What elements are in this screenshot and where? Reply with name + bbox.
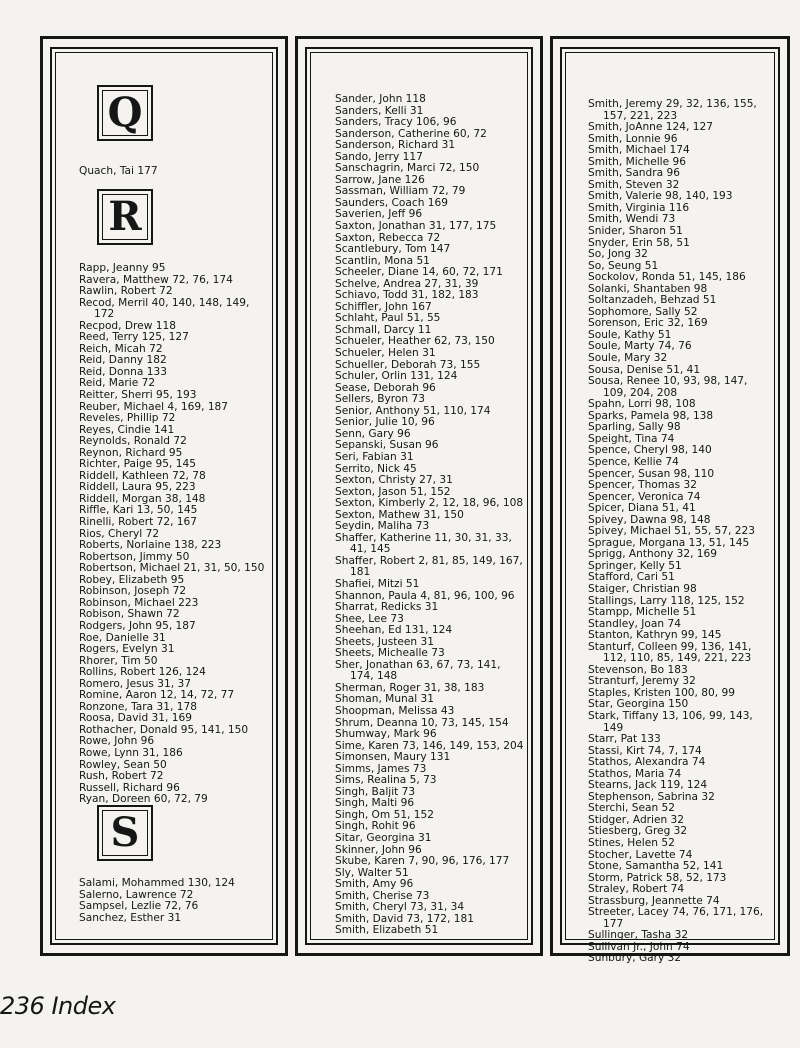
index-entry: Stevenson, Bo 183	[588, 663, 688, 676]
index-entry: Stanturf, Colleen 99, 136, 141, 112, 110, 85, 149, 221, 223	[588, 640, 752, 665]
index-entry: Stathos, Alexandra 74	[588, 756, 706, 769]
index-entry: Rawlin, Robert 72	[79, 285, 173, 298]
index-entry: Stassi, Kirt 74, 7, 174	[588, 744, 702, 757]
index-entry: Singh, Om 51, 152	[335, 808, 435, 821]
index-entry: Skube, Karen 7, 90, 96, 176, 177	[335, 855, 510, 868]
index-entry: Riddell, Morgan 38, 148	[79, 492, 206, 505]
index-entry: Singh, Baljit 73	[335, 785, 416, 798]
index-entry: Shaffer, Katherine 11, 30, 31, 33, 41, 145	[335, 531, 512, 556]
index-entry: Riddell, Kathleen 72, 78	[79, 469, 206, 482]
index-entry: Singh, Rohit 96	[335, 820, 416, 833]
index-entry: Schmall, Darcy 11	[335, 323, 432, 336]
index-entry: Spence, Cheryl 98, 140	[588, 444, 712, 457]
index-entry: Roosa, David 31, 169	[79, 712, 192, 725]
index-entry: Schueller, Deborah 73, 155	[335, 358, 481, 371]
index-entry: Rowley, Sean 50	[79, 758, 167, 771]
index-entry: Schlaht, Paul 51, 55	[335, 312, 441, 325]
index-entry: Spence, Kellie 74	[588, 455, 679, 468]
index-entry: Soule, Kathy 51	[588, 328, 672, 341]
index-entry: Staples, Kristen 100, 80, 99	[588, 686, 735, 699]
index-column-2	[295, 36, 543, 956]
index-entry: Ryan, Doreen 60, 72, 79	[79, 793, 208, 806]
index-entry: Smith, Cheryl 73, 31, 34	[335, 901, 465, 914]
index-entry: Robertson, Jimmy 50	[79, 550, 190, 563]
index-entry: Sousa, Renee 10, 93, 98, 147, 109, 204, 208	[588, 375, 748, 399]
index-entry: Rothacher, Donald 95, 141, 150	[79, 723, 249, 736]
index-entry: Schuler, Orlin 131, 124	[335, 370, 458, 383]
index-entry: Spahn, Lorri 98, 108	[588, 398, 696, 411]
index-entry: Romine, Aaron 12, 14, 72, 77	[79, 689, 235, 702]
index-entry: Scheeler, Diane 14, 60, 72, 171	[335, 266, 503, 279]
index-entry: Sockolov, Ronda 51, 145, 186	[588, 271, 746, 284]
index-entry: Smith, Michelle 96	[588, 155, 686, 168]
index-entry: Sander, John 118	[335, 93, 426, 105]
letter-s-heading: S	[97, 805, 153, 861]
index-entry: Scantlebury, Tom 147	[335, 243, 451, 256]
letter-r-heading: R	[97, 189, 153, 245]
index-entry: Streeter, Lacey 74, 76, 171, 176, 177	[588, 906, 764, 930]
index-entry: Sly, Walter 51	[335, 866, 409, 879]
index-entry: Scantlin, Mona 51	[335, 254, 430, 267]
index-entry: Reed, Terry 125, 127	[79, 331, 189, 344]
index-entry: Stampp, Michelle 51	[588, 606, 697, 619]
index-entry: Rinelli, Robert 72, 167	[79, 516, 198, 529]
index-entry: Sease, Deborah 96	[335, 381, 436, 394]
index-entry: Richter, Paige 95, 145	[79, 458, 196, 471]
index-entry: Snyder, Erin 58, 51	[588, 236, 690, 249]
index-entry: Smith, Cherise 73	[335, 889, 430, 902]
index-entry: Stiesberg, Greg 32	[588, 825, 688, 838]
index-entry: Reynon, Richard 95	[79, 446, 183, 459]
index-entry: Schueler, Helen 31	[335, 347, 436, 360]
index-entry: Saunders, Coach 169	[335, 196, 448, 209]
index-entry: Stathos, Maria 74	[588, 767, 682, 780]
index-entry: Riffle, Kari 13, 50, 145	[79, 504, 198, 517]
index-entry: Shannon, Paula 4, 81, 96, 100, 96	[335, 589, 515, 602]
footer-title: Index	[51, 992, 116, 1020]
index-entry: Saxton, Rebecca 72	[335, 231, 441, 244]
index-entry: Smith, Steven 32	[588, 178, 680, 191]
index-entry: Schelve, Andrea 27, 31, 39	[335, 277, 479, 290]
index-entry: Spivey, Dawna 98, 148	[588, 513, 711, 526]
index-entry: Robinson, Michael 223	[79, 596, 199, 609]
col3-entries	[588, 98, 771, 965]
index-entry: Singh, Malti 96	[335, 797, 415, 810]
index-entry: Serrito, Nick 45	[335, 462, 417, 475]
index-entry: Star, Georgina 150	[588, 698, 689, 711]
index-entry: Sher, Jonathan 63, 67, 73, 141, 174, 148	[335, 658, 501, 683]
index-entry: Sparling, Sally 98	[588, 421, 681, 434]
index-entry: Smith, Jeremy 29, 32, 136, 155, 157, 221, 223	[588, 98, 757, 122]
index-entry: Sando, Jerry 117	[335, 150, 423, 163]
page-number: 236	[0, 992, 45, 1020]
index-entry: Roberts, Norlaine 138, 223	[79, 539, 222, 552]
index-entry: Straley, Robert 74	[588, 883, 685, 896]
index-entry: Speight, Tina 74	[588, 432, 675, 445]
index-entry: Robertson, Michael 21, 31, 50, 150	[79, 562, 265, 575]
index-entry: Schiffler, John 167	[335, 300, 432, 313]
index-entry: Reynolds, Ronald 72	[79, 435, 187, 448]
index-entry: Stidger, Adrien 32	[588, 813, 685, 826]
index-entry: Springer, Kelly 51	[588, 559, 682, 572]
index-entry: Sexton, Kimberly 2, 12, 18, 96, 108	[335, 497, 524, 510]
index-entry: Stranturf, Jeremy 32	[588, 675, 696, 688]
index-entry: Soule, Mary 32	[588, 352, 668, 365]
index-entry: Simms, James 73	[335, 762, 427, 775]
index-entry: Senn, Gary 96	[335, 427, 411, 440]
index-entry: Sorenson, Eric 32, 169	[588, 317, 708, 330]
index-entry: Ronzone, Tara 31, 178	[79, 700, 197, 713]
index-entry: Smith, David 73, 172, 181	[335, 912, 474, 925]
index-entry: Sheehan, Ed 131, 124	[335, 624, 453, 637]
index-entry: Spicer, Diana 51, 41	[588, 502, 696, 515]
index-entry: Salami, Mohammed 130, 124	[79, 877, 235, 889]
index-entry: Soule, Marty 74, 76	[588, 340, 692, 353]
index-entry: Smith, JoAnne 124, 127	[588, 121, 713, 134]
index-entry: Sanders, Tracy 106, 96	[335, 116, 457, 129]
index-entry: Stearns, Jack 119, 124	[588, 779, 708, 792]
index-entry: So, Seung 51	[588, 259, 659, 272]
index-entry: Starr, Pat 133	[588, 733, 661, 746]
index-entry: Standley, Joan 74	[588, 617, 681, 630]
index-entry: Romero, Jesus 31, 37	[79, 677, 191, 690]
index-entry: Ravera, Matthew 72, 76, 174	[79, 273, 233, 286]
index-entry: Rhorer, Tim 50	[79, 654, 158, 667]
index-entry: Sheets, Justeen 31	[335, 635, 434, 648]
index-entry: Solanki, Shantaben 98	[588, 282, 708, 295]
index-entry: Sharrat, Redicks 31	[335, 601, 439, 614]
index-entry: Robinson, Joseph 72	[79, 585, 187, 598]
index-entry: Smith, Wendi 73	[588, 213, 676, 226]
index-entry: So, Jong 32	[588, 248, 648, 261]
index-entry: Sheets, Michealle 73	[335, 647, 445, 660]
index-entry: Reid, Donna 133	[79, 365, 167, 378]
index-entry: Senior, Anthony 51, 110, 174	[335, 404, 491, 417]
index-entry: Rodgers, John 95, 187	[79, 619, 196, 632]
index-entry: Simonsen, Maury 131	[335, 751, 451, 764]
letter-q-heading: Q	[97, 85, 153, 141]
index-entry: Sophomore, Sally 52	[588, 305, 698, 318]
index-entry: Smith, Virginia 116	[588, 201, 690, 214]
q-section	[79, 166, 269, 178]
index-entry: Sterchi, Sean 52	[588, 802, 676, 815]
index-entry: Stines, Helen 52	[588, 837, 675, 849]
index-entry: Schueler, Heather 62, 73, 150	[335, 335, 495, 348]
index-entry: Sanders, Kelli 31	[335, 104, 424, 117]
index-entry: Rush, Robert 72	[79, 770, 164, 783]
index-entry: Shoman, Munal 31	[335, 693, 435, 706]
index-entry: Rollins, Robert 126, 124	[79, 666, 206, 679]
index-entry: Sarrow, Jane 126	[335, 173, 425, 186]
index-entry: Sanschagrin, Marci 72, 150	[335, 162, 480, 175]
index-entry: Sexton, Jason 51, 152	[335, 485, 451, 498]
index-entry: Shee, Lee 73	[335, 612, 404, 625]
index-entry: Sullinger, Tasha 32	[588, 929, 689, 942]
index-entry: Rowe, John 96	[79, 735, 155, 748]
index-entry: Sprague, Morgana 13, 51, 145	[588, 536, 750, 549]
index-entry: Reyes, Cindie 141	[79, 423, 175, 436]
index-entry: Sassman, William 72, 79	[335, 185, 466, 198]
index-entry: Recod, Merril 40, 140, 148, 149, 172	[79, 296, 250, 321]
index-entry: Robey, Elizabeth 95	[79, 573, 185, 586]
index-entry: Reich, Micah 72	[79, 342, 163, 355]
index-entry: Sims, Realina 5, 73	[335, 774, 437, 787]
index-entry: Sampsel, Lezlie 72, 76	[79, 900, 199, 913]
index-entry: Sunbury, Gary 32	[588, 952, 682, 965]
index-entry: Riddell, Laura 95, 223	[79, 481, 196, 494]
index-entry: Snider, Sharon 51	[588, 225, 683, 238]
index-entry: Spencer, Thomas 32	[588, 479, 697, 492]
index-entry: Seydin, Maliha 73	[335, 520, 430, 533]
index-entry: Soltanzadeh, Behzad 51	[588, 294, 717, 307]
index-entry: Sousa, Denise 51, 41	[588, 363, 701, 376]
index-entry: Shrum, Deanna 10, 73, 145, 154	[335, 716, 509, 729]
index-entry: Quach, Tai 177	[79, 165, 158, 177]
index-entry: Reid, Danny 182	[79, 354, 167, 367]
index-entry: Sherman, Roger 31, 38, 183	[335, 681, 485, 694]
index-entry: Skinner, John 96	[335, 843, 422, 856]
index-entry: Sexton, Mathew 31, 150	[335, 508, 464, 521]
index-entry: Rowe, Lynn 31, 186	[79, 746, 183, 759]
index-entry: Strassburg, Jeannette 74	[588, 894, 720, 907]
index-entry: Sanderson, Richard 31	[335, 139, 456, 152]
index-entry: Russell, Richard 96	[79, 781, 180, 794]
index-entry: Sitar, Georgina 31	[335, 832, 432, 844]
index-entry: Stocher, Lavette 74	[588, 848, 693, 861]
index-entry: Sexton, Christy 27, 31	[335, 474, 453, 487]
index-entry: Stanton, Kathryn 99, 145	[588, 629, 722, 642]
index-entry: Recpod, Drew 118	[79, 319, 176, 332]
index-entry: Smith, Valerie 98, 140, 193	[588, 190, 733, 203]
index-entry: Stallings, Larry 118, 125, 152	[588, 594, 745, 607]
index-entry: Salerno, Lawrence 72	[79, 888, 194, 901]
index-entry: Shaffer, Robert 2, 81, 85, 149, 167, 181	[335, 554, 523, 579]
index-entry: Stark, Tiffany 13, 106, 99, 143, 149	[588, 709, 753, 734]
index-entry: Smith, Sandra 96	[588, 167, 680, 180]
index-entry: Saxton, Jonathan 31, 177, 175	[335, 220, 497, 233]
page-footer	[0, 992, 115, 1020]
index-entry: Saverien, Jeff 96	[335, 208, 423, 221]
index-entry: Roe, Danielle 31	[79, 631, 166, 644]
index-entry: Shumway, Mark 96	[335, 728, 437, 741]
index-entry: Rapp, Jeanny 95	[79, 262, 166, 274]
index-entry: Stephenson, Sabrina 32	[588, 790, 715, 803]
index-entry: Reitter, Sherri 95, 193	[79, 389, 197, 402]
index-entry: Storm, Patrick 58, 52, 173	[588, 871, 727, 884]
index-entry: Rios, Cheryl 72	[79, 527, 160, 540]
index-entry: Sullivan Jr., John 74	[588, 940, 690, 953]
index-entry: Seri, Fabian 31	[335, 450, 414, 463]
index-entry: Sime, Karen 73, 146, 149, 153, 204	[335, 739, 524, 752]
index-entry: Senior, Julie 10, 96	[335, 416, 435, 429]
index-entry: Shoopman, Melissa 43	[335, 704, 455, 717]
index-entry: Smith, Lonnie 96	[588, 132, 678, 145]
index-entry: Sprigg, Anthony 32, 169	[588, 548, 718, 561]
index-entry: Sanderson, Catherine 60, 72	[335, 127, 487, 140]
index-entry: Reveles, Phillip 72	[79, 412, 176, 425]
index-entry: Schiavo, Todd 31, 182, 183	[335, 289, 479, 302]
index-entry: Rogers, Evelyn 31	[79, 643, 175, 656]
index-column-1	[40, 36, 288, 956]
index-entry: Sellers, Byron 73	[335, 393, 425, 406]
index-entry: Smith, Elizabeth 51	[335, 924, 439, 937]
index-entry: Shafiei, Mitzi 51	[335, 577, 420, 590]
index-entry: Smith, Amy 96	[335, 878, 414, 891]
index-entry: Reid, Marie 72	[79, 377, 156, 390]
index-entry: Reuber, Michael 4, 169, 187	[79, 400, 229, 413]
index-entry: Spivey, Michael 51, 55, 57, 223	[588, 525, 755, 538]
index-entry: Stafford, Cari 51	[588, 571, 675, 584]
index-entry: Spencer, Susan 98, 110	[588, 467, 715, 480]
index-entry: Spencer, Veronica 74	[588, 490, 701, 503]
index-entry: Staiger, Christian 98	[588, 582, 697, 595]
r-section	[79, 263, 269, 806]
index-entry: Sanchez, Esther 31	[79, 911, 182, 924]
index-entry: Sparks, Pamela 98, 138	[588, 409, 714, 422]
index-entry: Stone, Samantha 52, 141	[588, 860, 724, 873]
s-section-col1	[79, 878, 269, 924]
index-entry: Robison, Shawn 72	[79, 608, 180, 621]
col2-entries	[335, 93, 524, 937]
index-entry: Smith, Michael 174	[588, 144, 690, 157]
index-entry: Sepanski, Susan 96	[335, 439, 439, 452]
index-column-3	[550, 36, 790, 965]
